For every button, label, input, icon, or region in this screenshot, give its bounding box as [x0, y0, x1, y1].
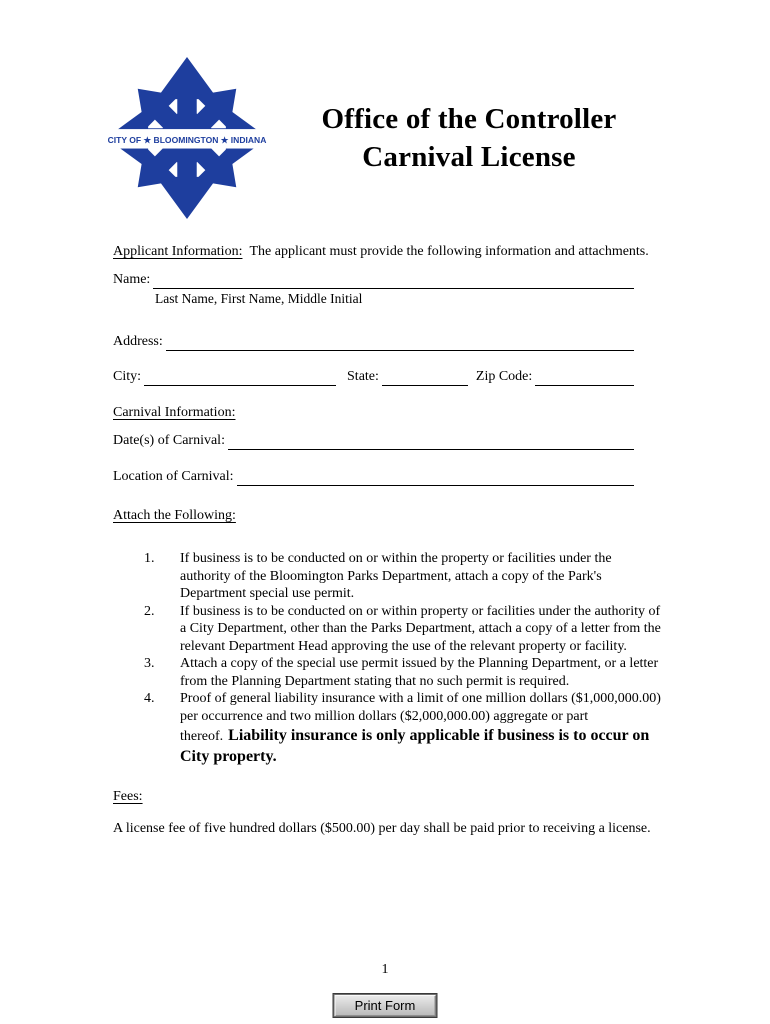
- applicant-information-heading: Applicant Information:: [113, 244, 243, 259]
- address-label: Address:: [113, 334, 163, 349]
- list-item: [113, 655, 665, 690]
- fees-heading-line: [113, 789, 660, 805]
- list-item-number: 1.: [144, 551, 155, 566]
- attachments-list: [113, 550, 665, 767]
- list-item-text: Attach a copy of the special use permit issued by the Planning Department, or a letter from the Planning Department stating that no such permit is required.: [180, 656, 659, 689]
- list-item-text: If business is to be conducted on or within property or facilities under the authority of a City Department, other than the Parks Department, attach a copy of a letter from the relevant Department Head approving the use of the relevant property or facility.: [180, 603, 661, 654]
- city-of-bloomington-logo: [106, 52, 268, 224]
- list-item-number: 3.: [144, 656, 155, 671]
- carnival-information-heading-line: [113, 405, 660, 421]
- liability-bold-note: Liability insurance is only applicable if business is to occur on City property.: [180, 727, 650, 765]
- fees-text: A license fee of five hundred dollars ($500.00) per day shall be paid prior to receiving a license.: [113, 821, 651, 836]
- carnival-dates-input-line[interactable]: [228, 433, 634, 450]
- page-title: Office of the Controller: [321, 103, 617, 135]
- list-item-text: Proof of general liability insurance with a limit of one million dollars ($1,000,000.00) per occurrence and two million dollars ($2,000,000.00) aggregate or part thereof.: [180, 691, 661, 744]
- name-label: Name:: [113, 272, 151, 287]
- carnival-information-heading: Carnival Information:: [113, 405, 236, 420]
- carnival-location-row: [113, 468, 634, 486]
- name-row: [113, 271, 634, 289]
- document-header: [0, 0, 770, 224]
- list-item: [113, 550, 665, 603]
- carnival-location-label: Location of Carnival:: [113, 469, 234, 484]
- zip-code-input-line[interactable]: [535, 369, 634, 386]
- address-row: [113, 333, 634, 351]
- list-item-number: 2.: [144, 603, 155, 619]
- list-item-number: 4.: [144, 691, 155, 706]
- page-subtitle: Carnival License: [362, 141, 576, 173]
- logo-banner-text: CITY OF ★ BLOOMINGTON ★ INDIANA: [107, 134, 267, 145]
- applicant-fields: [113, 271, 634, 386]
- carnival-location-input-line[interactable]: [237, 469, 634, 486]
- form-content: [0, 244, 770, 837]
- print-form-button[interactable]: Print Form: [334, 994, 437, 1017]
- attachments-heading: Attach the Following:: [113, 508, 236, 523]
- state-input-line[interactable]: [382, 369, 468, 386]
- city-state-zip-row: [113, 368, 634, 386]
- fees-heading: Fees:: [113, 789, 143, 804]
- list-item-text-wrap: [180, 690, 665, 767]
- city-label: City:: [113, 369, 142, 384]
- list-item-text: If business is to be conducted on or within the property or facilities under the authority of the Bloomington Parks Department, attach a copy of the Park's Department special use permit.: [180, 551, 612, 601]
- carnival-fields: [113, 432, 634, 486]
- address-input-line[interactable]: [166, 334, 634, 351]
- list-item: [113, 603, 665, 656]
- name-hint: Last Name, First Name, Middle Initial: [155, 291, 363, 306]
- applicant-information-heading-line: [113, 244, 660, 260]
- attachments-heading-line: [113, 508, 660, 524]
- applicant-information-instructions: The applicant must provide the following information and attachments.: [249, 244, 649, 259]
- list-item: [113, 690, 665, 767]
- document-title-block: [268, 52, 670, 224]
- zip-code-label: Zip Code:: [475, 369, 533, 384]
- carnival-dates-label: Date(s) of Carnival:: [113, 433, 225, 448]
- name-input-line[interactable]: [153, 272, 634, 289]
- snowflake-logo-icon: [106, 52, 268, 224]
- city-input-line[interactable]: [144, 369, 336, 386]
- page-number: 1: [381, 962, 389, 977]
- carnival-dates-row: [113, 432, 634, 450]
- state-label: State:: [347, 369, 379, 384]
